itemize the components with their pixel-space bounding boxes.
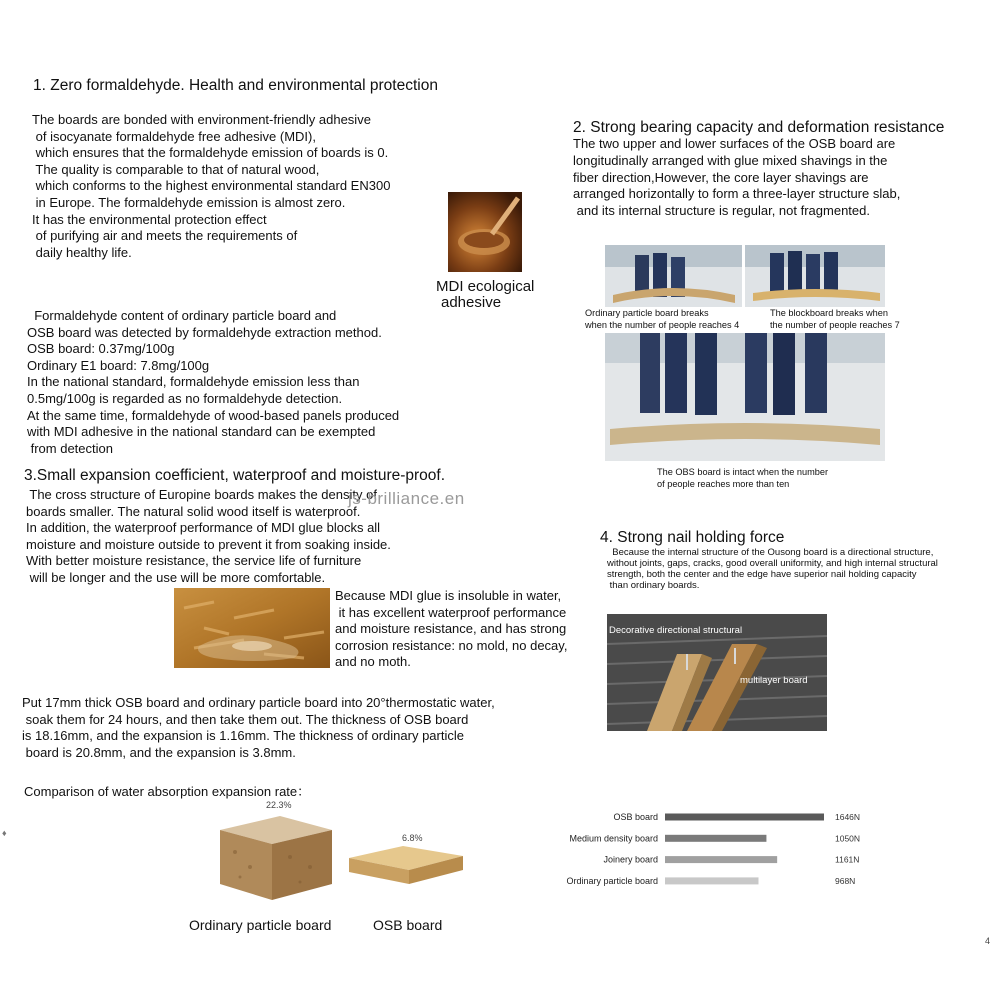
- chart-category-label: Ordinary particle board: [566, 875, 658, 886]
- chart-bar: [665, 835, 766, 842]
- text-line: without joints, gaps, cracks, good overall uniformity, and high internal structural: [607, 558, 938, 569]
- ordinary-board-cube: [210, 812, 340, 904]
- ordinary-board-label: Ordinary particle board: [189, 917, 332, 933]
- text-line: The two upper and lower surfaces of the OSB board are: [573, 136, 896, 151]
- text-line: which conforms to the highest environmental standard EN300: [32, 178, 391, 194]
- photo-label-multilayer: multilayer board: [740, 675, 808, 686]
- text-line: than ordinary boards.: [607, 580, 700, 591]
- text-line: strength, both the center and the edge have superior nail holding capacity: [607, 569, 917, 580]
- text-line: In the national standard, formaldehyde emission less than: [27, 374, 360, 390]
- text-line: moisture and moisture outside to prevent it from soaking inside.: [26, 536, 391, 552]
- text-line: daily healthy life.: [32, 244, 132, 260]
- text-line: corrosion resistance: no mold, no decay,: [335, 637, 568, 653]
- text-line: it has excellent waterproof performance: [335, 604, 567, 620]
- text-line: It has the environmental protection effect: [32, 211, 267, 227]
- text-line: Ordinary E1 board: 7.8mg/100g: [27, 357, 210, 373]
- chart-value-label: 1161N: [835, 854, 860, 865]
- text-line: soak them for 24 hours, and then take them out. The thickness of OSB board: [22, 711, 469, 727]
- bending-test-photo-osb: [605, 333, 885, 461]
- section1-title: 1. Zero formaldehyde. Health and environmental protection: [33, 77, 438, 94]
- text-line: Because MDI glue is insoluble in water,: [335, 588, 562, 603]
- text-line: is 18.16mm, and the expansion is 1.16mm. The thickness of ordinary particle: [22, 728, 464, 744]
- nail-holding-photo: [607, 614, 827, 731]
- caption-line: the number of people reaches 7: [770, 320, 900, 330]
- text-line: of isocyanate formaldehyde free adhesive (MDI),: [32, 128, 316, 144]
- section2-body: [573, 136, 900, 220]
- text-line: arranged horizontally to form a three-layer structure slab,: [573, 186, 901, 202]
- text-line: and its internal structure is regular, not fragmented.: [573, 203, 870, 219]
- section4-body: [607, 547, 938, 591]
- chart-category-label: Joinery board: [603, 854, 658, 865]
- waterproof-osb-image: [174, 588, 330, 668]
- text-line: 0.5mg/100g is regarded as no formaldehyde detection.: [27, 390, 343, 406]
- osb-expansion-pct: 6.8%: [402, 833, 423, 843]
- nail-holding-chart: [540, 805, 880, 890]
- section1-body: [32, 112, 390, 261]
- caption-particle-board: [585, 307, 739, 331]
- text-line: Formaldehyde content of ordinary particle board and: [27, 308, 337, 323]
- osb-board-label: OSB board: [373, 917, 443, 933]
- soak-test-text: [22, 695, 495, 761]
- caption-line: Ordinary particle board breaks: [585, 308, 709, 318]
- text-line: fiber direction,However, the core layer shavings are: [573, 169, 869, 185]
- waterproof-text: [335, 588, 567, 671]
- caption-line: of people reaches more than ten: [657, 479, 790, 489]
- section4-title: 4. Strong nail holding force: [600, 529, 785, 546]
- comparison-title: Comparison of water absorption expansion rate：: [24, 784, 311, 799]
- text-line: Put 17mm thick OSB board and ordinary particle board into 20°thermostatic water,: [22, 695, 495, 710]
- chart-category-label: OSB board: [613, 812, 658, 822]
- text-line: In addition, the waterproof performance of MDI glue blocks all: [26, 520, 381, 536]
- text-line: which ensures that the formaldehyde emission of boards is 0.: [32, 145, 389, 161]
- text-line: Because the internal structure of the Ousong board is a directional structure,: [607, 547, 934, 558]
- ordinary-expansion-pct: 22.3%: [266, 800, 292, 810]
- text-line: OSB board was detected by formaldehyde extraction method.: [27, 324, 382, 340]
- chart-bar: [665, 814, 824, 821]
- page-number: 4: [985, 936, 991, 946]
- chart-value-label: 1646N: [835, 812, 861, 822]
- section3-title: 3.Small expansion coefficient, waterproof and moisture-proof.: [24, 467, 446, 484]
- photo-label-osb: Decorative directional structural: [609, 625, 743, 636]
- caption-line: The OBS board is intact when the number: [657, 467, 829, 477]
- text-line: With better moisture resistance, the service life of furniture: [26, 553, 362, 569]
- section2-title: 2. Strong bearing capacity and deformation resistance: [573, 119, 945, 136]
- text-line: will be longer and the use will be more comfortable.: [26, 569, 326, 585]
- caption-line: when the number of people reaches 4: [585, 320, 740, 330]
- text-line: boards smaller. The natural solid wood itself is waterproof.: [26, 503, 361, 519]
- mdi-caption: [436, 279, 534, 311]
- osb-board-cube: [345, 840, 467, 890]
- text-line: The quality is comparable to that of natural wood,: [32, 161, 320, 177]
- text-line: OSB board: 0.37mg/100g: [27, 341, 175, 357]
- text-line: and moisture resistance, and has strong: [335, 621, 567, 637]
- chart-bar: [665, 856, 777, 863]
- bending-test-photos-top: [605, 245, 885, 307]
- chart-bars-layer: [566, 812, 860, 886]
- caption-blockboard: [770, 307, 900, 331]
- text-line: of purifying air and meets the requirements of: [32, 228, 298, 244]
- caption-line: adhesive: [441, 294, 502, 311]
- text-line: board is 20.8mm, and the expansion is 3.8mm.: [22, 744, 296, 760]
- chart-category-label: Medium density board: [569, 833, 658, 844]
- section3-body: [26, 487, 391, 587]
- text-line: The boards are bonded with environment-friendly adhesive: [32, 112, 371, 127]
- mdi-adhesive-image: [448, 192, 522, 272]
- caption-line: MDI ecological: [436, 278, 535, 295]
- caption-osb-intact: [657, 466, 828, 490]
- text-line: with MDI adhesive in the national standard can be exempted: [27, 424, 376, 440]
- chart-value-label: 1050N: [835, 833, 861, 844]
- watermark: js-brilliance.en: [348, 489, 465, 508]
- text-line: in Europe. The formaldehyde emission is almost zero.: [32, 194, 346, 210]
- chart-bar: [665, 877, 759, 884]
- chart-value-label: 968N: [835, 875, 856, 886]
- text-line: The cross structure of Europine boards makes the density of: [26, 487, 377, 502]
- caption-line: The blockboard breaks when: [770, 308, 888, 318]
- left-mark: ♦: [2, 828, 7, 838]
- text-line: At the same time, formaldehyde of wood-based panels produced: [27, 407, 400, 423]
- text-line: longitudinally arranged with glue mixed shavings in the: [573, 152, 888, 168]
- formaldehyde-detection-text: [27, 308, 399, 457]
- text-line: and no moth.: [335, 654, 411, 670]
- text-line: from detection: [27, 440, 113, 456]
